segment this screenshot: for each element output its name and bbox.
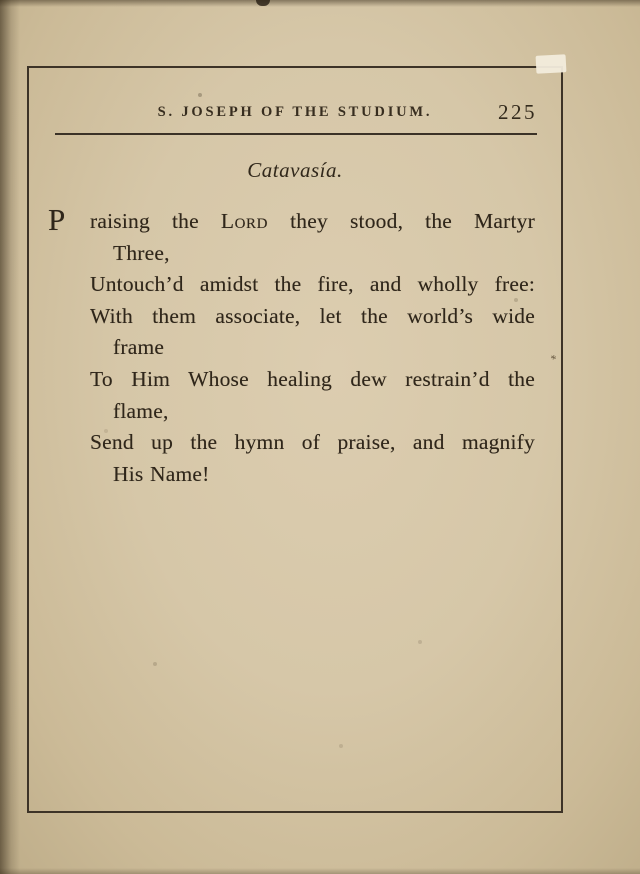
poem-body: [48, 202, 535, 490]
margin-mark: *: [548, 351, 558, 367]
poem-line: Untouch’d amidst the fire, and wholly free:: [90, 272, 535, 297]
header-rule: [55, 133, 537, 135]
poem-line: frame: [113, 335, 165, 360]
first-line-pre: raising the: [90, 209, 221, 233]
initial-letter: P: [48, 202, 66, 237]
poem-line: flame,: [113, 398, 169, 423]
scan-glare: [536, 54, 567, 74]
small-caps-lord: Lord: [220, 209, 269, 233]
paper-specks: [0, 0, 2, 2]
hymn-text: [48, 202, 535, 490]
first-line-post: they stood, the Martyr: [268, 209, 535, 233]
poem-line: To Him Whose healing dew restrain’d the: [90, 366, 535, 391]
section-title: Catavasía.: [247, 158, 343, 182]
page-edge-shadow-top: [0, 0, 640, 7]
running-title: S. JOSEPH OF THE STUDIUM.: [157, 104, 433, 120]
poem-line: [90, 206, 535, 238]
poem-line: Send up the hymn of praise, and magnify: [90, 430, 535, 455]
page-edge-shadow-bottom: [0, 868, 640, 874]
poem-line: Three,: [113, 240, 170, 265]
poem-line: His Name!: [113, 461, 210, 486]
page-number: 225: [498, 100, 537, 124]
page-header: [27, 97, 563, 127]
page-edge-shadow-left: [0, 0, 20, 874]
poem-line: With them associate, let the world’s wide: [90, 303, 535, 328]
